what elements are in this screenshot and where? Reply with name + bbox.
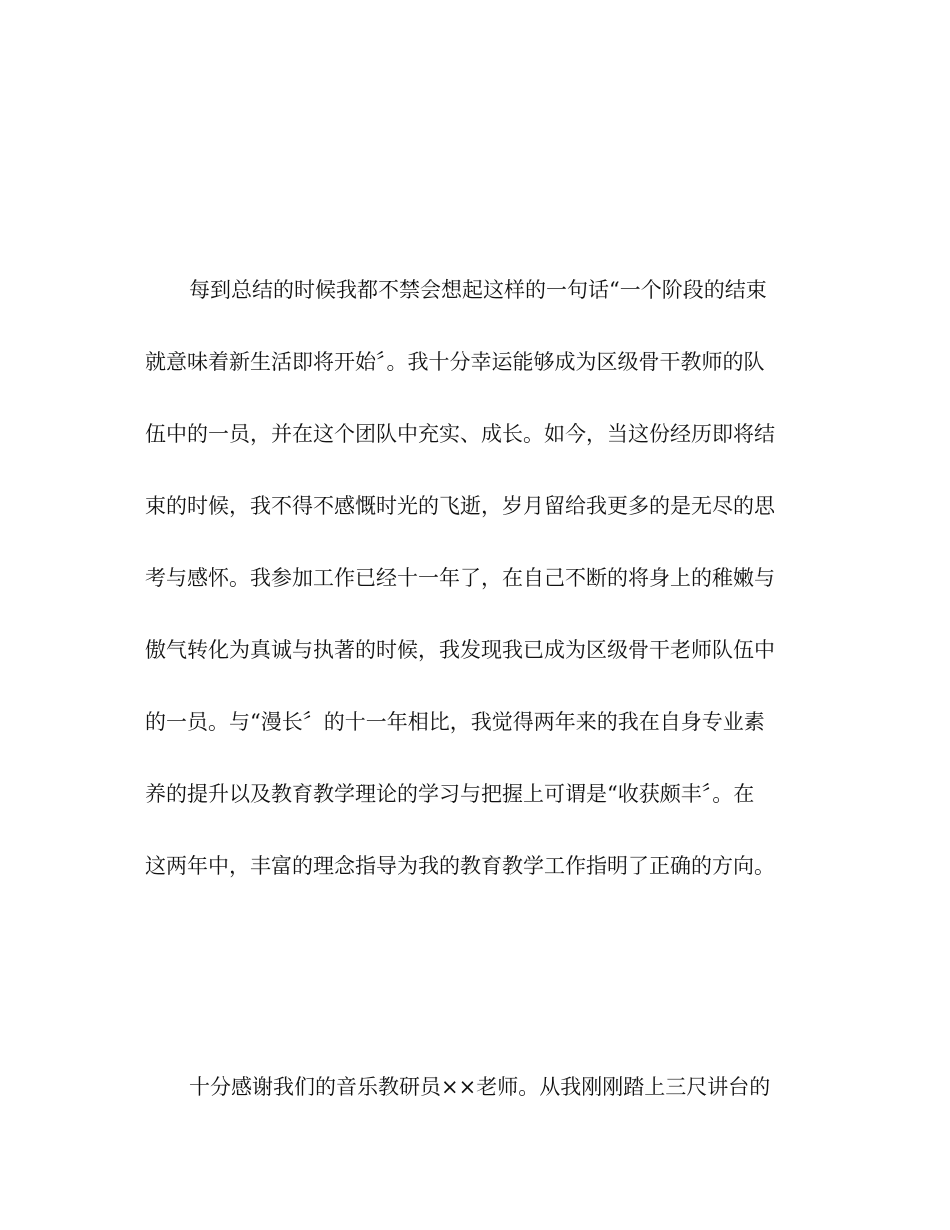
- text-line: 每到总结的时候我都不禁会想起这样的一句话“一个阶段的结束: [189, 278, 767, 302]
- text-line: 的一员。与“漫长〞的十一年相比，我觉得两年来的我在自身专业素: [145, 710, 765, 734]
- text-line: 傲气转化为真诚与执著的时候，我发现我已成为区级骨干老师队伍中: [145, 638, 775, 662]
- text-line: 束的时候，我不得不感慨时光的飞逝，岁月留给我更多的是无尽的思: [145, 494, 775, 518]
- text-line: 伍中的一员，并在这个团队中充实、成长。如今，当这份经历即将结: [145, 422, 775, 446]
- text-line: 养的提升以及教育教学理论的学习与把握上可谓是“收获颇丰〞。在: [145, 782, 755, 806]
- text-line: 就意味着新生活即将开始〞。我十分幸运能够成为区级骨干教师的队: [145, 350, 765, 374]
- text-line: 这两年中，丰富的理念指导为我的教育教学工作指明了正确的方向。: [145, 854, 775, 878]
- text-line: 考与感怀。我参加工作已经十一年了，在自己不断的将身上的稚嫩与: [145, 566, 775, 590]
- text-line: 十分感谢我们的音乐教研员××老师。从我刚刚踏上三尺讲台的: [189, 1075, 771, 1099]
